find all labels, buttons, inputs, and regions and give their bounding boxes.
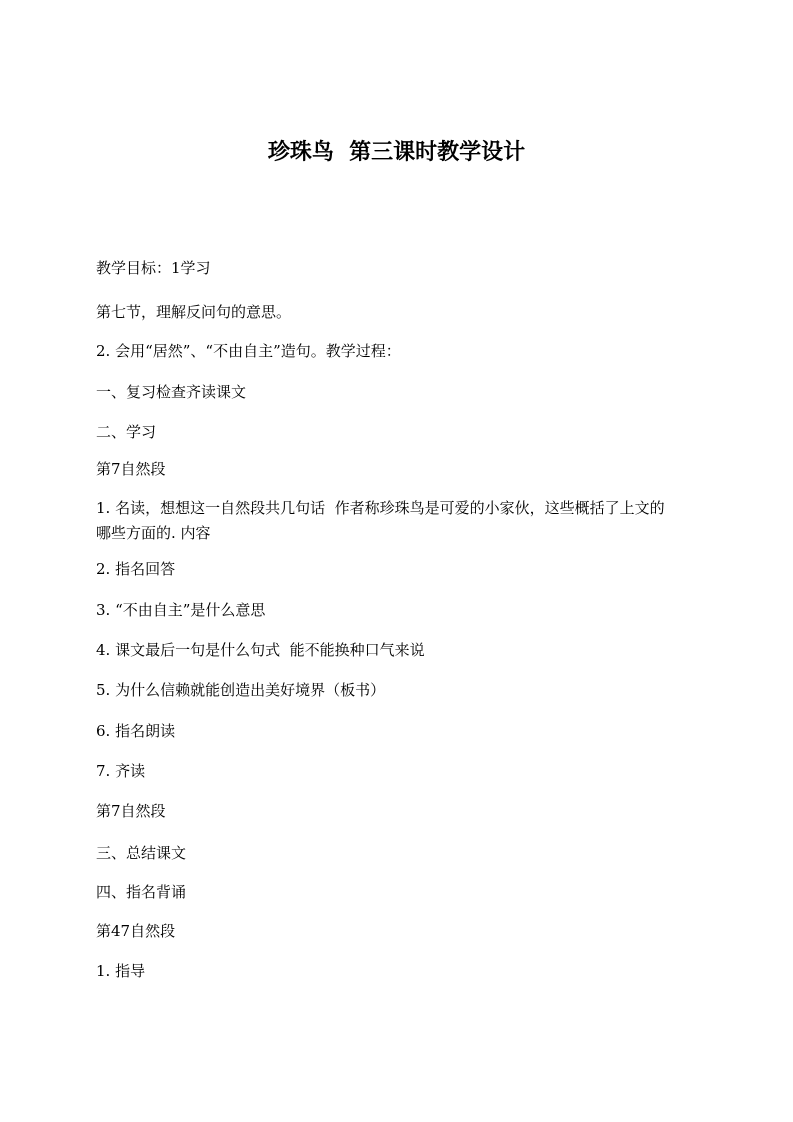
paragraph-label-2: 第7自然段 [96,802,166,820]
section-4-heading: 四、指名背诵 [96,883,187,901]
paragraph-label: 第7自然段 [96,460,166,478]
guide-step-1-line: 1. 指导 [96,962,146,980]
section-3-heading: 三、总结课文 [96,844,187,862]
document-title: 珍珠鸟 第三课时教学设计 [267,140,526,165]
step-1-continuation: 哪些方面的. 内容 [96,524,211,542]
goal-item-2-line: 2. 会用“居然”、“不由自主”造句。教学过程： [96,342,401,360]
step-7-line: 7. 齐读 [96,762,146,780]
step-6-line: 6. 指名朗读 [96,722,176,740]
section-2-heading: 二、学习 [96,423,157,441]
step-1-line: 1. 名读，想想这一自然段共几句话 作者称珍珠鸟是可爱的小家伙，这些概括了上文的 [96,499,665,517]
paragraph-label-3: 第47自然段 [96,922,176,940]
step-3-line: 3. “不由自主”是什么意思 [96,601,266,619]
goal-item-1-line: 第七节，理解反问句的意思。 [96,303,292,321]
step-2-line: 2. 指名回答 [96,560,176,578]
step-4-line: 4. 课文最后一句是什么句式 能不能换种口气来说 [96,641,425,659]
teaching-goal-line: 教学目标：1学习 [96,259,211,277]
section-1-heading: 一、复习检查齐读课文 [96,383,247,401]
step-5-line: 5. 为什么信赖就能创造出美好境界（板书） [96,681,386,699]
